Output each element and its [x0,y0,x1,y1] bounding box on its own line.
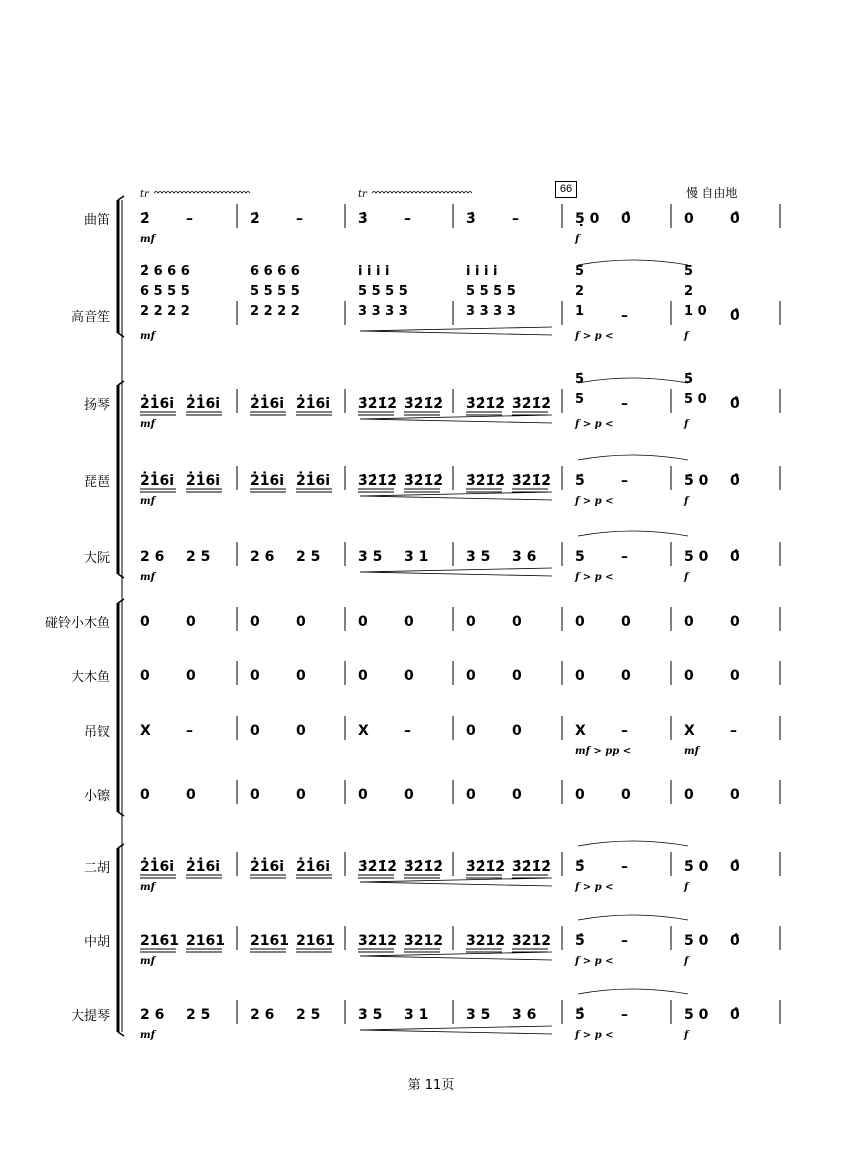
note-group: 3̇2̇1̇2̇ [512,859,551,875]
note-group: 0̂ [730,1007,740,1023]
note-group: 5̇ 0 [684,473,709,489]
dynamic-mark: mf [140,496,155,507]
note-group: 0 [575,668,585,684]
note-group: – [621,396,628,412]
tie-arc [578,378,688,383]
note-group: 0 [250,614,260,630]
note-group: 0 [296,614,306,630]
note-group: 3̇2̇1̇2̇ [404,859,443,875]
note-group: 2̇1̇6i [250,473,285,489]
note-group: 2 6 [140,549,165,565]
dynamic-mark: f [684,331,689,342]
note-group: 0 [296,723,306,739]
note-group: 3̇2̇1̇2̇ [466,473,505,489]
crescendo-line [360,415,552,419]
note-group: 2161 [140,933,179,949]
note-group: 2̇ [250,211,260,227]
note-group: 0 [684,668,694,684]
note-group: – [621,308,628,324]
instrument-label: 高音笙 [70,310,110,325]
instrument-label: 中胡 [83,935,110,950]
note-group: 3 5 [358,549,383,565]
group-bracket-hook [118,844,124,848]
dynamic-mark: f [684,1030,689,1041]
note-group: 3 1 [404,1007,429,1023]
note-group: – [730,723,737,739]
dynamic-mark: f > p < [575,1030,614,1041]
note-group: 0 [250,668,260,684]
note-group: 3 6 [512,1007,537,1023]
trill-wave [372,192,472,194]
note-group: 0 [684,787,694,803]
note-group: 0 [186,787,196,803]
note-group: 0 [621,668,631,684]
crescendo-line [360,419,552,423]
dynamic-mark: f > p < [575,331,614,342]
note-group: 0̂ [730,308,740,324]
note-group: 0̂ [730,549,740,565]
note-group: – [186,723,193,739]
note-group: 2 [575,284,585,299]
note-group: 2̇1̇6i [296,396,331,412]
trill-mark: tr [140,189,149,200]
note-group: 5̂ [575,859,585,875]
note-group: 0̂ [730,473,740,489]
crescendo-line [360,878,552,882]
note-group: 2̇ [140,211,150,227]
tie-arc [578,455,688,460]
note-group: 3212 [404,933,443,949]
instrument-label: 曲笛 [83,213,110,228]
note-group: 0̂ [730,859,740,875]
dynamic-mark: mf [140,572,155,583]
note-group: 0̂ [621,211,631,227]
note-group: 5 0 [684,933,709,949]
instrument-label: 琵琶 [83,475,110,490]
group-bracket-hook [118,574,124,578]
note-group: 3212 [358,933,397,949]
crescendo-line [360,331,552,335]
note-group: X [575,723,586,739]
note-group: 3 6 [512,549,537,565]
note-group: – [621,473,628,489]
note-group: 6 5 5 5 [140,284,190,299]
note-group: – [404,211,411,227]
crescendo-line [360,1030,552,1034]
instrument-label: 吊钗 [83,725,110,740]
note-group: 3 5 [466,549,491,565]
trill-wave [154,192,250,194]
crescendo-line [360,956,552,960]
dynamic-mark: f > p < [575,419,614,430]
note-group: 2 6 [250,1007,275,1023]
note-group: 2 6 [140,1007,165,1023]
note-group: – [621,723,628,739]
note-group: 0 [296,668,306,684]
dynamic-mark: mf [684,746,699,757]
note-group: 0 [730,668,740,684]
group-bracket-hook [118,196,124,200]
dynamic-mark: f [684,882,689,893]
note-group: 0 [250,723,260,739]
note-group: 3̇2̇1̇2̇ [404,396,443,412]
note-group: 2161 [186,933,225,949]
note-group: X [140,723,151,739]
crescendo-line [360,882,552,886]
note-group: 0 [404,614,414,630]
note-group: 2 5 [186,549,211,565]
note-group: 5 0 [684,392,707,407]
note-group: 6 6 6 6 [250,264,300,279]
note-group: 0 [140,787,150,803]
note-group: – [186,211,193,227]
note-group: 2 2 2 2 [250,304,300,319]
instrument-label: 小镲 [83,789,110,804]
note-group: – [512,211,519,227]
note-group: 0 [512,723,522,739]
note-group: 0 [358,787,368,803]
note-group: 5̂ [575,1007,585,1023]
note-group: 5 [575,392,585,407]
crescendo-line [360,952,552,956]
instrument-label: 大阮 [83,551,110,566]
note-group: 0 [186,614,196,630]
dynamic-mark: f [684,572,689,583]
note-group: 3̇2̇1̇2̇ [466,396,505,412]
note-group: 0 [466,614,476,630]
note-group: 2̇1̇6i [296,473,331,489]
dynamic-mark: f [575,234,580,245]
note-group: 0 [730,787,740,803]
note-group: 5̇ 0 [684,859,709,875]
note-group: 3̇ [358,211,368,227]
note-group: 0 [684,614,694,630]
note-group: 3 1 [404,549,429,565]
note-group: 0̂ [730,933,740,949]
note-group: 0 [512,787,522,803]
note-group: 5 0 [684,1007,709,1023]
dynamic-mark: f > p < [575,882,614,893]
note-group: X [358,723,369,739]
note-group: 0 [358,614,368,630]
note-group: 0 [466,668,476,684]
crescendo-line [360,572,552,576]
note-group: – [621,859,628,875]
note-group: 3 3 3 3 [466,304,516,319]
note-group: 2̇1̇6i [186,473,221,489]
note-group: X [684,723,695,739]
note-group: – [621,549,628,565]
note-group: 2 5 [296,549,321,565]
note-group: 5 [575,264,585,279]
note-group: – [621,933,628,949]
note-group: 0̂ [730,396,740,412]
note-group: – [296,211,303,227]
note-group: 2 5 [186,1007,211,1023]
group-bracket-hook [118,599,124,603]
note-group: 0 [575,614,585,630]
note-group: 0 [575,787,585,803]
group-bracket-hook [118,333,124,337]
note-group: 0 [296,787,306,803]
note-group: 3̇2̇1̇2̇ [358,396,397,412]
dynamic-mark: mf [140,331,155,342]
trill-mark: tr [358,189,367,200]
note-group: 2 6 [250,549,275,565]
note-group: 2̇1̇6i [186,859,221,875]
dynamic-mark: f > p < [575,572,614,583]
tie-arc [578,260,688,265]
note-group: 0 [466,787,476,803]
note-group: 2̇1̇6i [140,396,175,412]
note-group: 2̇1̇6i [140,473,175,489]
instrument-label: 扬琴 [83,398,110,413]
group-bracket-hook [118,812,124,816]
crescendo-line [360,492,552,496]
note-group: 5 5 5 5 [250,284,300,299]
note-group: 5 [575,549,585,565]
note-group: 5̇ [575,372,585,387]
note-group: 0 [512,614,522,630]
tie-arc [578,989,688,994]
note-group: 0 [684,211,694,227]
note-group: 5 0 [684,549,709,565]
note-group: 2̇1̇6i [250,396,285,412]
instrument-label: 大木鱼 [70,670,110,685]
tempo-marking: 慢 自由地 [686,186,738,200]
note-group: 3̇2̇1̇2̇ [512,473,551,489]
note-group: 2̇1̇6i [140,859,175,875]
dynamic-mark: f > p < [575,956,614,967]
group-bracket-hook [118,381,124,385]
dynamic-mark: mf > pp < [575,746,632,757]
rehearsal-mark: 66 [555,181,577,198]
note-group: 2 2 2 2 [140,304,190,319]
note-group: 0 [512,668,522,684]
note-group: 5̇ [575,473,585,489]
note-group: 2 5 [296,1007,321,1023]
note-group: 3212 [512,933,551,949]
note-group: i i i i [466,264,498,279]
note-group: 5 5 5 5 [358,284,408,299]
note-group: 0 [140,668,150,684]
note-group: 3212 [466,933,505,949]
note-group: 2 [684,284,694,299]
note-group: 3̇2̇1̇2̇ [512,396,551,412]
dynamic-mark: f [684,496,689,507]
note-group: 5̂ [575,933,585,949]
dynamic-mark: mf [140,419,155,430]
note-group: – [621,1007,628,1023]
note-group: 2̇1̇6i [250,859,285,875]
dynamic-mark: mf [140,234,155,245]
note-group: 3 5 [466,1007,491,1023]
note-group: 5 5 5 5 [466,284,516,299]
note-group: 2161 [296,933,335,949]
note-group: – [404,723,411,739]
group-bracket-hook [118,1032,124,1036]
tie-arc [578,915,688,920]
note-group: 2161 [250,933,289,949]
note-group: 0 [404,787,414,803]
crescendo-line [360,327,552,331]
dynamic-mark: f > p < [575,496,614,507]
dynamic-mark: mf [140,1030,155,1041]
note-group: 0̂ [730,211,740,227]
crescendo-line [360,1026,552,1030]
note-group: 3̇2̇1̇2̇ [358,859,397,875]
note-group: 1 0 [684,304,707,319]
page-number: 第 11页 [407,1078,455,1093]
note-group: 3 3 3 3 [358,304,408,319]
note-group: 0 [621,787,631,803]
note-group: 0 [140,614,150,630]
note-group: 0 [730,614,740,630]
note-group: 5̣ 0 [575,211,600,227]
note-group: i i i i [358,264,390,279]
note-group: 3̇2̇1̇2̇ [404,473,443,489]
note-group: 2̇1̇6i [186,396,221,412]
instrument-label: 二胡 [83,861,110,876]
tie-arc [578,531,688,536]
note-group: 0 [621,614,631,630]
note-group: 0 [250,787,260,803]
instrument-label: 碰铃小木鱼 [44,616,110,631]
instrument-label: 大提琴 [70,1009,110,1024]
dynamic-mark: mf [140,882,155,893]
note-group: 3̇2̇1̇2̇ [358,473,397,489]
note-group: 1 [575,304,585,319]
dynamic-mark: mf [140,956,155,967]
note-group: 5 [684,264,694,279]
note-group: 2̇1̇6i [296,859,331,875]
note-group: 0 [404,668,414,684]
crescendo-line [360,496,552,500]
note-group: 0 [466,723,476,739]
crescendo-line [360,568,552,572]
note-group: 0 [186,668,196,684]
note-group: 2̇ 6 6 6 [140,264,190,279]
tie-arc [578,841,688,846]
note-group: 5̇ [684,372,694,387]
note-group: 0 [358,668,368,684]
note-group: 3̇ [466,211,476,227]
note-group: 3̇2̇1̇2̇ [466,859,505,875]
dynamic-mark: f [684,419,689,430]
dynamic-mark: f [684,956,689,967]
note-group: 3 5 [358,1007,383,1023]
